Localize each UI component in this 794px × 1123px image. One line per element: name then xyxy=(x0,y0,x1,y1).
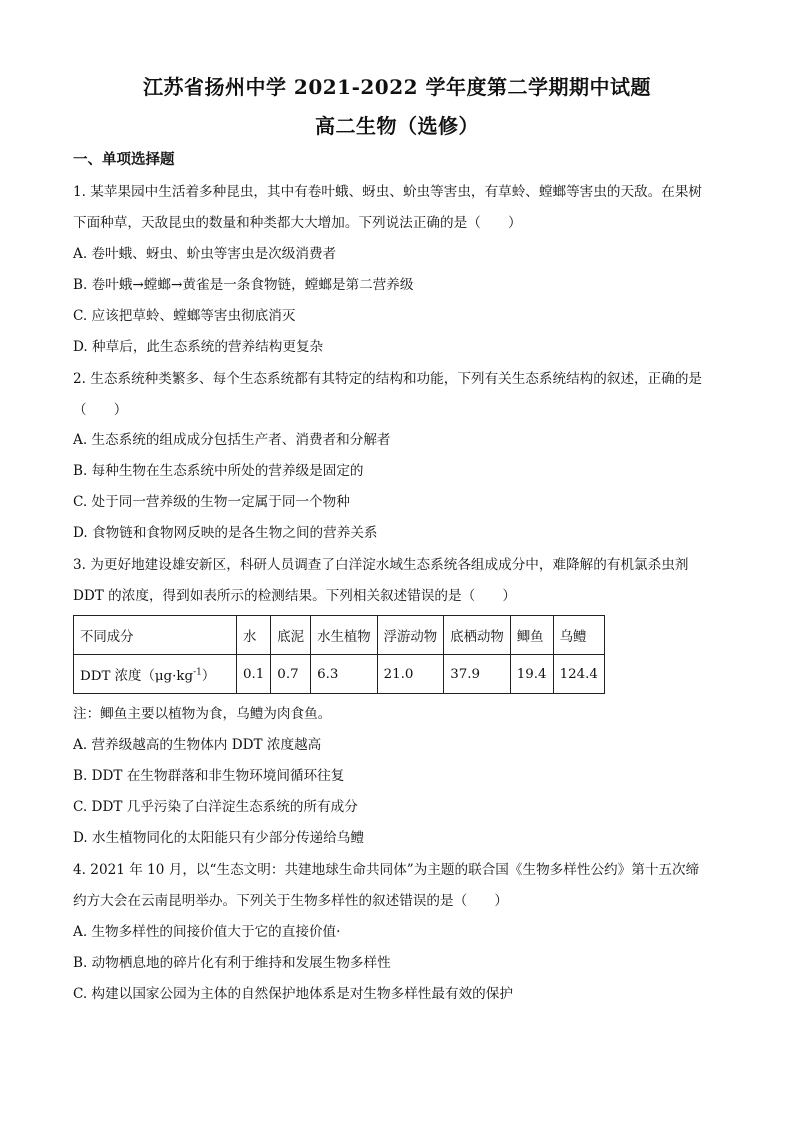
table-cell: 0.7 xyxy=(271,655,311,694)
q3-option-a: A. 营养级越高的生物体内 DDT 浓度越高 xyxy=(73,737,322,753)
q4-option-b: B. 动物栖息地的碎片化有利于维持和发展生物多样性 xyxy=(73,955,391,971)
ddt-table xyxy=(73,615,605,694)
section-heading: 一、单项选择题 xyxy=(73,152,175,168)
q2-option-b: B. 每种生物在生态系统中所处的营养级是固定的 xyxy=(73,463,364,479)
table-header-row xyxy=(74,616,605,655)
q3-option-d: D. 水生植物同化的太阳能只有少部分传递给乌鳢 xyxy=(73,830,364,846)
table-header-cell: 底栖动物 xyxy=(444,616,511,655)
table-row xyxy=(74,655,605,694)
q2-option-a: A. 生态系统的组成成分包括生产者、消费者和分解者 xyxy=(73,432,391,448)
table-header-cell: 乌鳢 xyxy=(553,616,604,655)
table-cell: 6.3 xyxy=(311,655,378,694)
q3-stem-line-1: 3. 为更好地建设雄安新区，科研人员调查了白洋淀水域生态系统各组成成分中，难降解的有机氯杀虫剂 xyxy=(73,557,689,573)
table-header-cell: 水 xyxy=(237,616,271,655)
q1-option-d: D. 种草后，此生态系统的营养结构更复杂 xyxy=(73,339,324,355)
row-label-close: ） xyxy=(201,668,216,684)
q4-option-a: A. 生物多样性的间接价值大于它的直接价值· xyxy=(73,924,341,940)
q2-option-d: D. 食物链和食物网反映的是各生物之间的营养关系 xyxy=(73,525,378,541)
q1-stem-line-1: 1. 某苹果园中生活着多种昆虫，其中有卷叶蛾、蚜虫、蚧虫等害虫，有草蛉、螳螂等害虫的天敌。在果树 xyxy=(73,184,703,200)
table-header-cell: 水生植物 xyxy=(311,616,378,655)
table-cell: 124.4 xyxy=(553,655,604,694)
q1-option-c: C. 应该把草蛉、螳螂等害虫彻底消灭 xyxy=(73,308,296,324)
q2-stem-line-2: （ ） xyxy=(73,402,128,418)
table-cell: 0.1 xyxy=(237,655,271,694)
q3-stem-line-2: DDT 的浓度，得到如表所示的检测结果。下列相关叙述错误的是（ ） xyxy=(73,588,516,604)
table-header-cell: 底泥 xyxy=(271,616,311,655)
table-header-cell: 不同成分 xyxy=(74,616,237,655)
table-row-label xyxy=(74,655,237,694)
table-cell: 21.0 xyxy=(377,655,444,694)
q4-option-c: C. 构建以国家公园为主体的自然保护地体系是对生物多样性最有效的保护 xyxy=(73,986,513,1002)
row-label-exponent: -1 xyxy=(193,667,202,678)
exam-subtitle: 高二生物（选修） xyxy=(315,114,479,138)
q2-option-c: C. 处于同一营养级的生物一定属于同一个物种 xyxy=(73,494,350,510)
q3-option-c: C. DDT 几乎污染了白洋淀生态系统的所有成分 xyxy=(73,799,358,815)
q4-stem-line-2: 约方大会在云南昆明举办。下列关于生物多样性的叙述错误的是（ ） xyxy=(73,893,508,909)
row-label-text: DDT 浓度（μg·kg xyxy=(80,668,194,684)
q1-option-b: B. 卷叶蛾→螳螂→黄雀是一条食物链，螳螂是第二营养级 xyxy=(73,277,414,293)
q3-option-b: B. DDT 在生物群落和非生物环境间循环往复 xyxy=(73,768,345,784)
table-header-cell: 鲫鱼 xyxy=(510,616,553,655)
exam-title: 江苏省扬州中学 2021-2022 学年度第二学期期中试题 xyxy=(142,75,652,99)
table-cell: 37.9 xyxy=(444,655,511,694)
q1-stem-line-2: 下面种草，天敌昆虫的数量和种类都大大增加。下列说法正确的是（ ） xyxy=(73,215,522,231)
q4-stem-line-1: 4. 2021 年 10 月，以“生态文明：共建地球生命共同体”为主题的联合国《生物多样性公约》第十五次缔 xyxy=(73,862,700,878)
q2-stem-line-1: 2. 生态系统种类繁多、每个生态系统都有其特定的结构和功能，下列有关生态系统结构的叙述，正确的是 xyxy=(73,371,703,387)
q3-note: 注：鲫鱼主要以植物为食，乌鳢为肉食鱼。 xyxy=(73,706,332,722)
table-cell: 19.4 xyxy=(510,655,553,694)
q1-option-a: A. 卷叶蛾、蚜虫、蚧虫等害虫是次级消费者 xyxy=(73,246,337,262)
table-header-cell: 浮游动物 xyxy=(377,616,444,655)
